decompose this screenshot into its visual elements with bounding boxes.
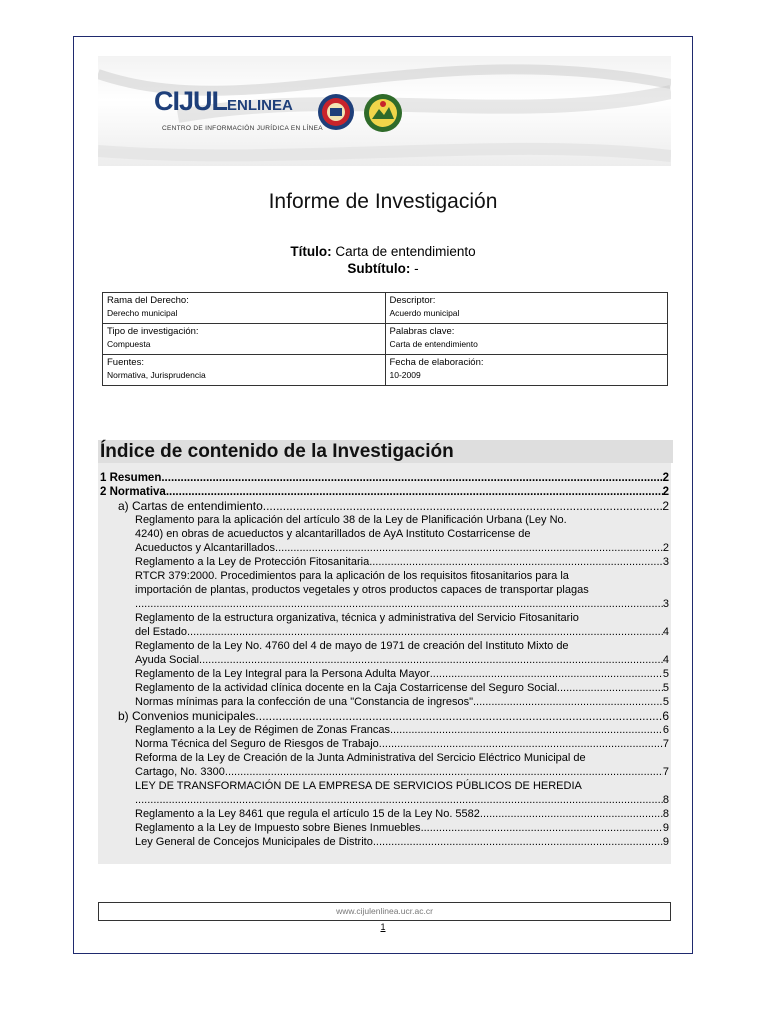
- toc-leader-dots: [421, 821, 663, 835]
- toc-entry-text: del Estado: [135, 626, 187, 638]
- toc-entry[interactable]: [135, 765, 669, 779]
- toc-leader-dots: [379, 737, 663, 751]
- report-title-line: [74, 244, 692, 259]
- toc-entry[interactable]: [135, 555, 669, 569]
- toc-page-number: 7: [662, 738, 669, 750]
- logo-main-text: CIJUL: [154, 86, 228, 116]
- report-heading: Informe de Investigación: [268, 190, 498, 213]
- title-value: Carta de entendimiento: [335, 244, 476, 259]
- cijul-logo: [154, 86, 293, 117]
- toc-page-number: 5: [662, 696, 669, 708]
- toc-leader-dots: [135, 597, 663, 611]
- toc-entry-text: Norma Técnica del Seguro de Riesgos de Trabajo: [135, 738, 379, 750]
- logo-suffix-text: ENLINEA: [227, 97, 293, 114]
- toc-leader-dots: [135, 793, 663, 807]
- toc-entry[interactable]: [118, 709, 669, 723]
- toc-entry-text: Cartago, No. 3300: [135, 766, 225, 778]
- toc-entry-text: RTCR 379:2000. Procedimientos para la aplicación de los requisitos fitosanitarios para la: [135, 570, 569, 582]
- document-page: [73, 36, 693, 954]
- toc-leader-dots: [473, 695, 663, 709]
- toc-entry-text: 4240) en obras de acueductos y alcantarillados de AyA Instituto Costarricense de: [135, 528, 531, 540]
- toc-entry-text: Normas mínimas para la confección de una "Constancia de ingresos": [135, 696, 473, 708]
- toc-entry-text: Ley General de Concejos Municipales de Distrito: [135, 836, 373, 848]
- toc-leader-dots: [557, 681, 663, 695]
- toc-entry-text: Reglamento a la Ley 8461 que regula el artículo 15 de la Ley No. 5582: [135, 808, 480, 820]
- toc-entry[interactable]: [135, 541, 669, 555]
- toc-entry-text: Reglamento a la Ley de Protección Fitosanitaria: [135, 556, 370, 568]
- toc-entry[interactable]: [135, 793, 669, 807]
- page-number: 1: [380, 922, 386, 932]
- toc-entry-line: [135, 611, 669, 625]
- metadata-cell-tipo: Tipo de investigación: Compuesta: [103, 324, 386, 355]
- toc-entry[interactable]: [135, 723, 669, 737]
- toc-entry-text: LEY DE TRANSFORMACIÓN DE LA EMPRESA DE SERVICIOS PÚBLICOS DE HEREDIA: [135, 780, 582, 792]
- toc-entry-line: [135, 569, 669, 583]
- toc-heading: Índice de contenido de la Investigación: [98, 440, 673, 463]
- toc-page-number: 2: [662, 499, 669, 513]
- toc-page-number: 3: [662, 556, 669, 568]
- toc-entry-text: importación de plantas, productos vegetales y otros productos capaces de transportar plagas: [135, 584, 589, 596]
- toc-entry-line: [135, 527, 669, 541]
- toc-leader-dots: [373, 835, 663, 849]
- toc-leader-dots: [166, 485, 663, 499]
- toc-entry-text: Reforma de la Ley de Creación de la Junta Administrativa del Sercicio Eléctrico Municipal de: [135, 752, 586, 764]
- toc-entry-line: [135, 639, 669, 653]
- toc-entry[interactable]: [135, 653, 669, 667]
- toc-leader-dots: [275, 541, 663, 555]
- toc-entry-text: b) Convenios municipales: [118, 709, 256, 723]
- toc-entry-line: [135, 513, 669, 527]
- toc-page-number: 7: [662, 766, 669, 778]
- report-subtitle-line: [74, 261, 692, 276]
- toc-entry-text: Ayuda Social: [135, 654, 200, 666]
- toc-entry[interactable]: [135, 625, 669, 639]
- toc-entry-text: Reglamento de la actividad clínica docente en la Caja Costarricense del Seguro Social: [135, 682, 557, 694]
- toc-page-number: 2: [662, 472, 669, 484]
- footer-url-link[interactable]: www.cijulenlinea.ucr.ac.cr: [336, 906, 433, 916]
- toc-leader-dots: [187, 625, 663, 639]
- footer-url-box: [98, 902, 671, 921]
- toc-leader-dots: [369, 555, 663, 569]
- toc-leader-dots: [263, 499, 663, 513]
- toc-entry[interactable]: [135, 667, 669, 681]
- toc-entry[interactable]: [118, 499, 669, 513]
- toc-entry-text: Reglamento a la Ley de Régimen de Zonas Francas: [135, 724, 390, 736]
- toc-entry[interactable]: [135, 681, 669, 695]
- toc-leader-dots: [225, 765, 663, 779]
- subtitle-value: -: [414, 261, 419, 276]
- toc-entry[interactable]: [135, 695, 669, 709]
- table-of-contents: [98, 440, 671, 864]
- court-seal-icon: [363, 93, 403, 133]
- toc-entry-line: [135, 779, 669, 793]
- toc-page-number: 9: [662, 822, 669, 834]
- toc-entry[interactable]: [100, 471, 669, 485]
- metadata-cell-fuentes: Fuentes: Normativa, Jurisprudencia: [103, 355, 386, 386]
- toc-entry-text: Reglamento de la Ley Integral para la Persona Adulta Mayor: [135, 668, 430, 680]
- subtitle-label: Subtítulo:: [347, 261, 411, 276]
- toc-entry[interactable]: [135, 821, 669, 835]
- metadata-cell-descriptor: Descriptor: Acuerdo municipal: [385, 293, 668, 324]
- toc-entry-text: a) Cartas de entendimiento: [118, 499, 263, 513]
- metadata-table: [102, 292, 668, 386]
- toc-entry-text: 1 Resumen: [100, 472, 162, 484]
- toc-entry-line: [135, 583, 669, 597]
- header-banner: [98, 56, 671, 166]
- toc-leader-dots: [161, 471, 662, 485]
- toc-entry[interactable]: [135, 597, 669, 611]
- metadata-cell-fecha: Fecha de elaboración: 10-2009: [385, 355, 668, 386]
- toc-leader-dots: [255, 709, 662, 723]
- toc-page-number: 6: [662, 709, 669, 723]
- toc-page-number: 8: [662, 808, 669, 820]
- toc-leader-dots: [480, 807, 663, 821]
- toc-page-number: 2: [662, 486, 669, 498]
- toc-entry-line: [135, 751, 669, 765]
- university-seal-icon: [317, 93, 355, 131]
- toc-page-number: 8: [662, 794, 669, 806]
- toc-entry[interactable]: [135, 807, 669, 821]
- metadata-row: [103, 355, 668, 386]
- toc-leader-dots: [430, 667, 663, 681]
- toc-page-number: 5: [662, 668, 669, 680]
- toc-page-number: 3: [662, 598, 669, 610]
- toc-leader-dots: [390, 723, 663, 737]
- metadata-cell-palabras: Palabras clave: Carta de entendimiento: [385, 324, 668, 355]
- toc-page-number: 4: [662, 654, 669, 666]
- toc-entry[interactable]: [135, 737, 669, 751]
- toc-page-number: 4: [662, 626, 669, 638]
- title-label: Título:: [290, 244, 332, 259]
- toc-entry-text: Reglamento para la aplicación del artículo 38 de la Ley de Planificación Urbana (Ley No.: [135, 514, 567, 526]
- toc-entry-text: Reglamento a la Ley de Impuesto sobre Bienes Inmuebles: [135, 822, 421, 834]
- metadata-row: [103, 293, 668, 324]
- toc-entry-text: 2 Normativa: [100, 486, 166, 498]
- toc-entry-text: Reglamento de la Ley No. 4760 del 4 de mayo de 1971 de creación del Instituto Mixto de: [135, 640, 569, 652]
- toc-entry-text: Reglamento de la estructura organizativa, técnica y administrativa del Servicio Fitosanitario: [135, 612, 579, 624]
- toc-page-number: 5: [662, 682, 669, 694]
- metadata-cell-rama: Rama del Derecho: Derecho municipal: [103, 293, 386, 324]
- toc-entry-text: Acueductos y Alcantarillados: [135, 542, 276, 554]
- logo-tagline: CENTRO DE INFORMACIÓN JURÍDICA EN LÍNEA: [162, 125, 323, 132]
- toc-page-number: 6: [662, 724, 669, 736]
- metadata-row: [103, 324, 668, 355]
- toc-leader-dots: [199, 653, 663, 667]
- toc-entry[interactable]: [135, 835, 669, 849]
- toc-entry[interactable]: [100, 485, 669, 499]
- toc-page-number: 2: [662, 542, 669, 554]
- toc-page-number: 9: [662, 836, 669, 848]
